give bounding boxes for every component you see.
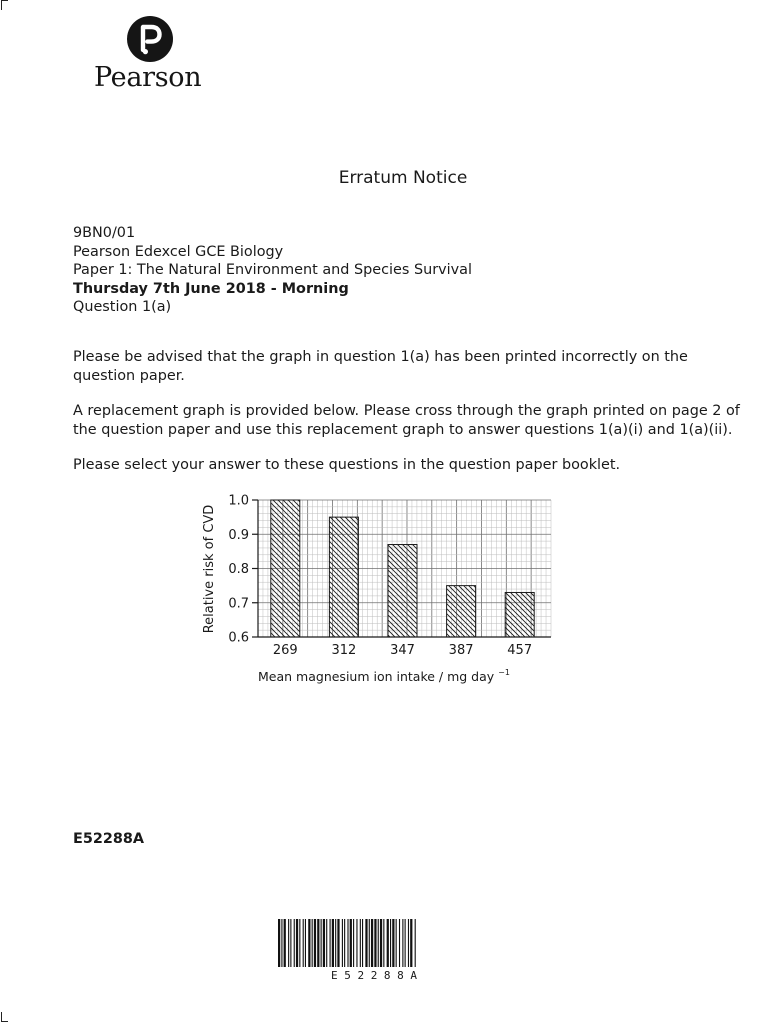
barcode-bar <box>378 919 379 967</box>
bar-347 <box>388 545 417 637</box>
barcode-bar <box>390 919 391 967</box>
barcode-bar <box>335 919 336 967</box>
barcode-bar <box>342 919 343 967</box>
barcode-bar <box>380 919 382 967</box>
barcode-bar <box>337 919 339 967</box>
barcode-bar <box>408 919 409 967</box>
barcode-bar <box>323 919 325 967</box>
y-tick-label: 0.7 <box>228 596 249 612</box>
advisory-paragraph: Please be advised that the graph in question 1(a) has been printed incorrectly on the question paper. <box>73 349 688 384</box>
barcode-text: E 5 2 2 8 8 A <box>330 969 418 982</box>
crop-mark-bottom-left <box>1 1012 8 1022</box>
barcode-bar <box>369 919 370 967</box>
bar-269 <box>271 500 300 637</box>
barcode-bar <box>330 919 331 967</box>
barcode-bar <box>399 919 400 967</box>
x-tick-label: 347 <box>390 643 415 658</box>
barcode <box>270 916 480 984</box>
qualification: Pearson Edexcel GCE Biology <box>73 243 284 260</box>
bar-457 <box>505 592 534 637</box>
x-tick-label: 387 <box>448 643 474 658</box>
pearson-logo <box>94 16 208 96</box>
barcode-bar <box>317 919 319 967</box>
chart-svg <box>196 488 556 688</box>
barcode-bar <box>383 919 384 967</box>
barcode-bar <box>371 919 373 967</box>
x-tick-label: 457 <box>507 643 533 658</box>
bar-387 <box>447 586 476 637</box>
barcode-bar <box>362 919 363 967</box>
pearson-logo-mark <box>127 16 173 62</box>
barcode-bar <box>326 919 327 967</box>
barcode-bar <box>305 919 306 967</box>
barcode-bar <box>365 919 367 967</box>
x-tick-label: 312 <box>331 643 357 658</box>
barcode-bar <box>387 919 389 967</box>
barcode-bar <box>294 919 295 967</box>
barcode-bar <box>312 919 313 967</box>
exam-details <box>73 224 472 317</box>
barcode-bar <box>410 919 412 967</box>
barcode-bar <box>308 919 310 967</box>
x-axis-title-superscript: −1 <box>498 668 510 677</box>
barcode-bar <box>396 919 397 967</box>
barcode-bar <box>350 919 352 967</box>
barcode-bar <box>347 919 348 967</box>
barcode-bar <box>290 919 291 967</box>
document-reference: E52288A <box>73 831 145 847</box>
barcode-bar <box>299 919 300 967</box>
barcode-bar <box>374 919 376 967</box>
bar-312 <box>329 517 358 637</box>
y-tick-label: 0.6 <box>228 630 249 646</box>
instruction-paragraph: Please select your answer to these questions in the question paper booklet. <box>73 457 621 473</box>
y-tick-label: 0.8 <box>228 562 249 577</box>
replacement-graph <box>196 488 556 688</box>
barcode-bar <box>321 919 322 967</box>
exam-date: Thursday 7th June 2018 - Morning <box>73 280 349 297</box>
barcode-bar <box>314 919 316 967</box>
barcode-bar <box>332 919 334 967</box>
barcode-bar <box>353 919 354 967</box>
y-tick-label: 0.9 <box>228 527 249 543</box>
barcode-bar <box>278 919 280 967</box>
pearson-wordmark: Pearson <box>94 62 202 93</box>
barcode-bar <box>284 919 286 967</box>
replacement-paragraph: A replacement graph is provided below. Please cross through the graph printed on page 2 of the question paper and use this replacement graph to answer questions 1(a)(i) and 1(a)(ii). <box>73 403 740 438</box>
barcode-bar <box>281 919 282 967</box>
barcode-bar <box>415 919 416 967</box>
barcode-bar <box>303 919 304 967</box>
barcode-bar <box>360 919 361 967</box>
barcode-bar <box>405 919 406 967</box>
barcode-svg <box>270 916 480 984</box>
x-tick-label: 269 <box>272 643 298 658</box>
question-reference: Question 1(a) <box>73 299 172 315</box>
barcode-bar <box>392 919 394 967</box>
barcode-bar <box>296 919 298 967</box>
x-axis-title <box>258 668 510 684</box>
barcode-bar <box>344 919 345 967</box>
barcode-bar <box>356 919 357 967</box>
barcode-bar <box>402 919 403 967</box>
barcode-bar <box>288 919 289 967</box>
crop-mark-top-left <box>1 0 8 10</box>
y-tick-label: 1.0 <box>228 493 249 509</box>
paper-title: Paper 1: The Natural Environment and Species Survival <box>73 262 472 278</box>
page-title: Erratum Notice <box>338 168 468 188</box>
paper-code: 9BN0/01 <box>73 225 136 241</box>
y-axis-title: Relative risk of CVD <box>202 504 217 634</box>
x-axis-title-text: Mean magnesium ion intake / mg day <box>258 669 495 684</box>
